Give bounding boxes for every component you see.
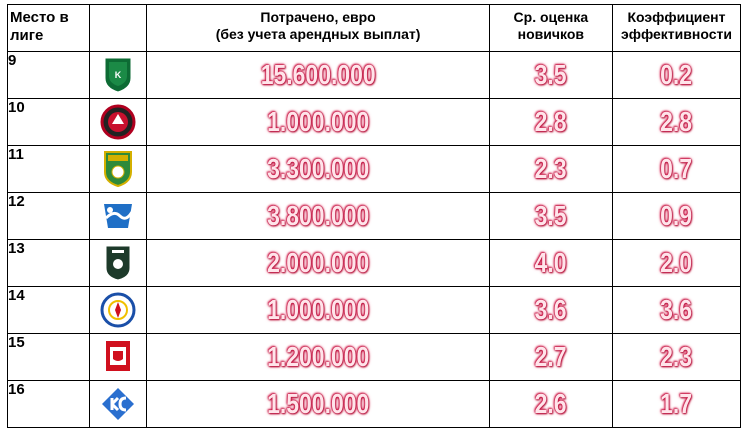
header-place: Место в лиге (8, 5, 90, 52)
spent-cell: 3.800.000 (178, 193, 459, 240)
spartak-nalchik-logo (89, 334, 146, 381)
amkar-logo (89, 99, 146, 146)
avg-cell: 2.3 (500, 146, 601, 193)
table-row (8, 193, 741, 240)
coef-cell: 1.7 (624, 381, 729, 428)
place-cell: 11 (8, 146, 90, 193)
table-row (8, 334, 741, 381)
header-logo (89, 5, 146, 52)
table-row (8, 287, 741, 334)
tom-logo (89, 240, 146, 287)
coef-cell: 2.0 (624, 240, 729, 287)
coef-cell: 3.6 (624, 287, 729, 334)
place-cell: 12 (8, 193, 90, 240)
volga-logo (89, 193, 146, 240)
header-coef: Коэффициент эффективности (612, 5, 740, 52)
spent-cell: 2.000.000 (178, 240, 459, 287)
table-row (8, 240, 741, 287)
spent-cell: 1.000.000 (178, 287, 459, 334)
table-row (8, 381, 741, 428)
spent-cell: 1.200.000 (178, 334, 459, 381)
svg-text:K: K (114, 70, 122, 80)
avg-cell: 3.5 (500, 193, 601, 240)
avg-cell: 2.7 (500, 334, 601, 381)
place-cell: 10 (8, 99, 90, 146)
coef-cell: 2.8 (624, 99, 729, 146)
efficiency-table (7, 4, 741, 428)
coef-cell: 2.3 (624, 334, 729, 381)
spent-cell: 3.300.000 (178, 146, 459, 193)
header-spent-note: (без учета арендных выплат) (215, 26, 421, 42)
header-row (8, 5, 741, 52)
header-spent (147, 5, 489, 52)
kuban-logo (89, 146, 146, 193)
place-cell: 14 (8, 287, 90, 334)
coef-cell: 0.9 (624, 193, 729, 240)
place-cell: 16 (8, 381, 90, 428)
avg-cell: 3.6 (500, 287, 601, 334)
krylya-sovetov-logo (89, 381, 146, 428)
table-row (8, 99, 741, 146)
krasnodar-logo (89, 52, 146, 99)
avg-cell: 3.5 (500, 52, 601, 99)
place-cell: 15 (8, 334, 90, 381)
spent-cell: 1.500.000 (178, 381, 459, 428)
header-avg: Ср. оценка новичков (489, 5, 612, 52)
spent-cell: 1.000.000 (178, 99, 459, 146)
coef-cell: 0.2 (624, 52, 729, 99)
coef-cell: 0.7 (624, 146, 729, 193)
place-cell: 9 (8, 52, 90, 99)
avg-cell: 2.6 (500, 381, 601, 428)
table-row (8, 146, 741, 193)
avg-cell: 2.8 (500, 99, 601, 146)
spent-cell: 15.600.000 (178, 52, 459, 99)
table-row (8, 52, 741, 99)
place-cell: 13 (8, 240, 90, 287)
avg-cell: 4.0 (500, 240, 601, 287)
rostov-logo (89, 287, 146, 334)
header-spent-title: Потрачено, евро (260, 9, 376, 25)
